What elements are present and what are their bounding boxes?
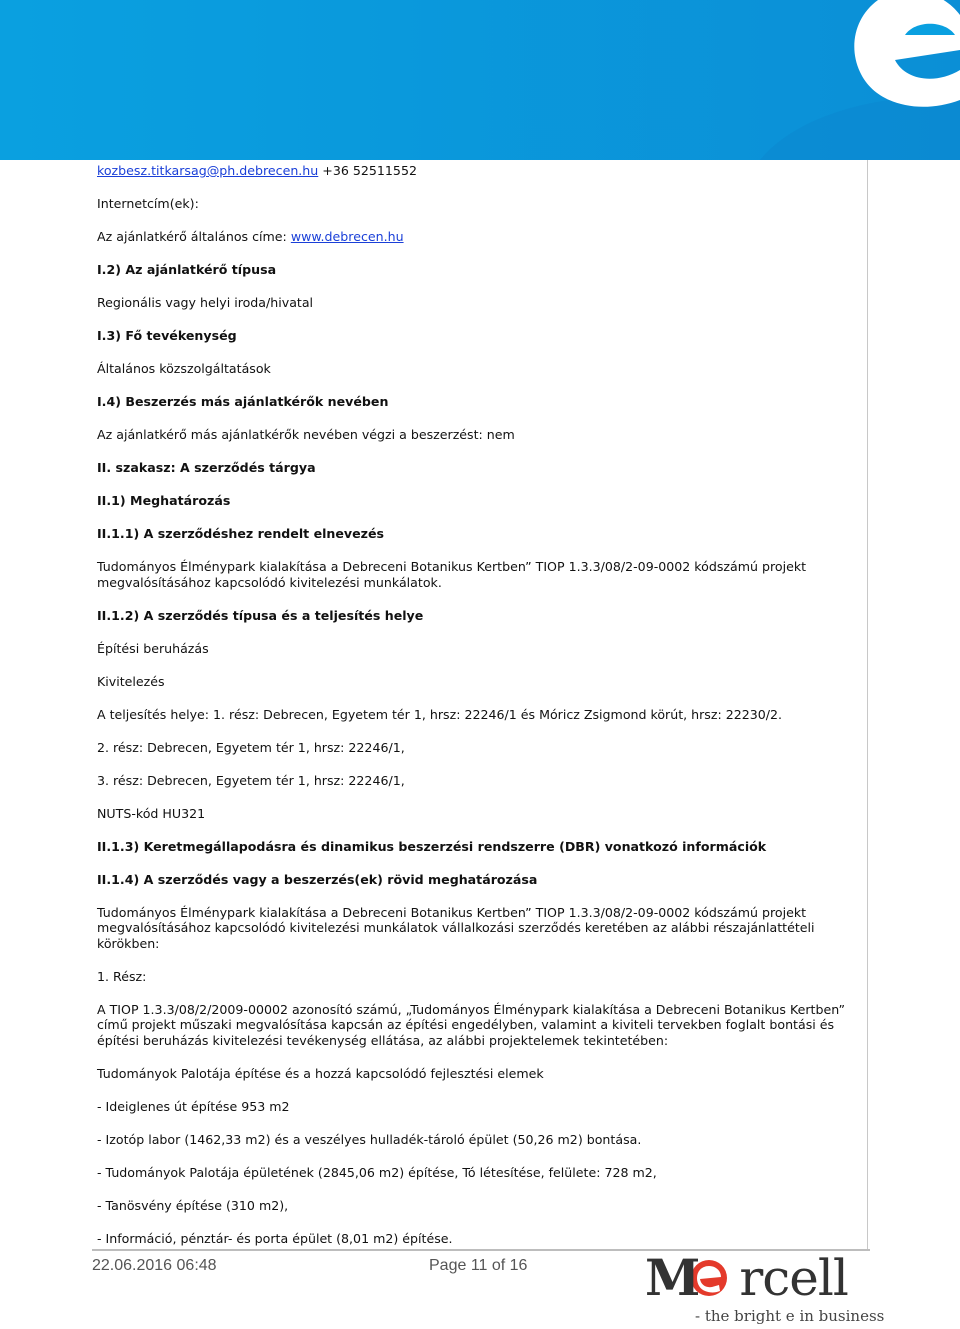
paragraph: 3. rész: Debrecen, Egyetem tér 1, hrsz: 22246/1, — [97, 772, 405, 788]
logo-tagline: - the bright e in business — [695, 1307, 885, 1325]
section-heading: II.1.3) Keretmegállapodásra és dinamikus beszerzési rendszerre (DBR) vonatkozó információk — [97, 838, 767, 854]
frame-border — [867, 160, 868, 1250]
list-item: - Ideiglenes út építése 953 m2 — [97, 1098, 290, 1114]
address-label: Az ajánlatkérő általános címe: — [97, 229, 291, 244]
phone-number: +36 52511552 — [318, 163, 417, 178]
marcell-logo — [640, 1248, 885, 1329]
website-link[interactable]: www.debrecen.hu — [290, 229, 404, 244]
address-line — [97, 229, 857, 245]
section-heading: I.3) Fő tevékenység — [97, 328, 237, 343]
logo-wordmark: M rcell — [645, 1248, 848, 1307]
contact-line — [97, 163, 857, 179]
list-item: - Izotóp labor (1462,33 m2) és a veszélyes hulladék-tároló épület (50,26 m2) bontása. — [97, 1131, 642, 1147]
section-heading: II.1.1) A szerződéshez rendelt elnevezés — [97, 526, 385, 541]
list-item: - Információ, pénztár- és porta épület (8,01 m2) építése. — [97, 1230, 453, 1246]
document-body — [97, 163, 857, 1264]
list-item: - Tanösvény építése (310 m2), — [97, 1197, 289, 1213]
paragraph: NUTS-kód HU321 — [97, 805, 206, 821]
paragraph: Tudományos Élménypark kialakítása a Debreceni Botanikus Kertben” TIOP 1.3.3/08/2-09-0002 kódszámú projekt megvalósításához kapcsolódó kivitelezési munkálatok. — [97, 559, 807, 590]
internet-label: Internetcím(ek): — [97, 196, 199, 211]
paragraph: Általános közszolgáltatások — [97, 361, 271, 376]
email-link[interactable]: kozbesz.titkarsag@ph.debrecen.hu — [97, 163, 319, 178]
paragraph: 2. rész: Debrecen, Egyetem tér 1, hrsz: 22246/1, — [97, 739, 405, 755]
paragraph: Építési beruházás — [97, 640, 209, 656]
section-heading: I.4) Beszerzés más ajánlatkérők nevében — [97, 394, 389, 409]
paragraph: A TIOP 1.3.3/08/2/2009-00002 azonosító számú, „Tudományos Élménypark kialakítása a Debreceni Botanikus Kertben” című projekt műszaki megvalósítása kapcsán az építési engedélyben, valamint a kiviteli tervekben foglalt bontási és építési beruházás kivitelezési tevékenység ellátása, az alábbi projektelemek tekintetében: — [97, 1001, 846, 1048]
paragraph: Tudományos Élménypark kialakítása a Debreceni Botanikus Kertben” TIOP 1.3.3/08/2-09-0002 kódszámú projekt megvalósításához kapcsolódó kivitelezési munkálatok vállalkozási szerződés keretében az alábbi részajánlattételi körökben: — [97, 904, 815, 951]
header-banner — [0, 0, 960, 160]
section-heading: I.2) Az ajánlatkérő típusa — [97, 262, 277, 277]
section-heading: II. szakasz: A szerződés tárgya — [97, 460, 316, 475]
paragraph: 1. Rész: — [97, 968, 147, 984]
paragraph: A teljesítés helye: 1. rész: Debrecen, Egyetem tér 1, hrsz: 22246/1 és Móricz Zsigmond körút, hrsz: 22230/2. — [97, 706, 783, 722]
section-heading: II.1) Meghatározás — [97, 493, 231, 508]
section-heading: II.1.4) A szerződés vagy a beszerzés(ek) rövid meghatározása — [97, 871, 538, 887]
paragraph: Tudományok Palotája építése és a hozzá kapcsolódó fejlesztési elemek — [97, 1065, 544, 1081]
footer-date: 22.06.2016 06:48 — [92, 1257, 217, 1274]
section-heading: II.1.2) A szerződés típusa és a teljesítés helye — [97, 607, 424, 623]
paragraph: Kivitelezés — [97, 673, 165, 689]
paragraph: Az ajánlatkérő más ajánlatkérők nevében végzi a beszerzést: nem — [97, 427, 515, 442]
list-item: - Tudományok Palotája épületének (2845,06 m2) építése, Tó létesítése, felülete: 728 m2, — [97, 1164, 657, 1180]
page-number: Page 11 of 16 — [429, 1257, 528, 1274]
paragraph: Regionális vagy helyi iroda/hivatal — [97, 295, 314, 310]
